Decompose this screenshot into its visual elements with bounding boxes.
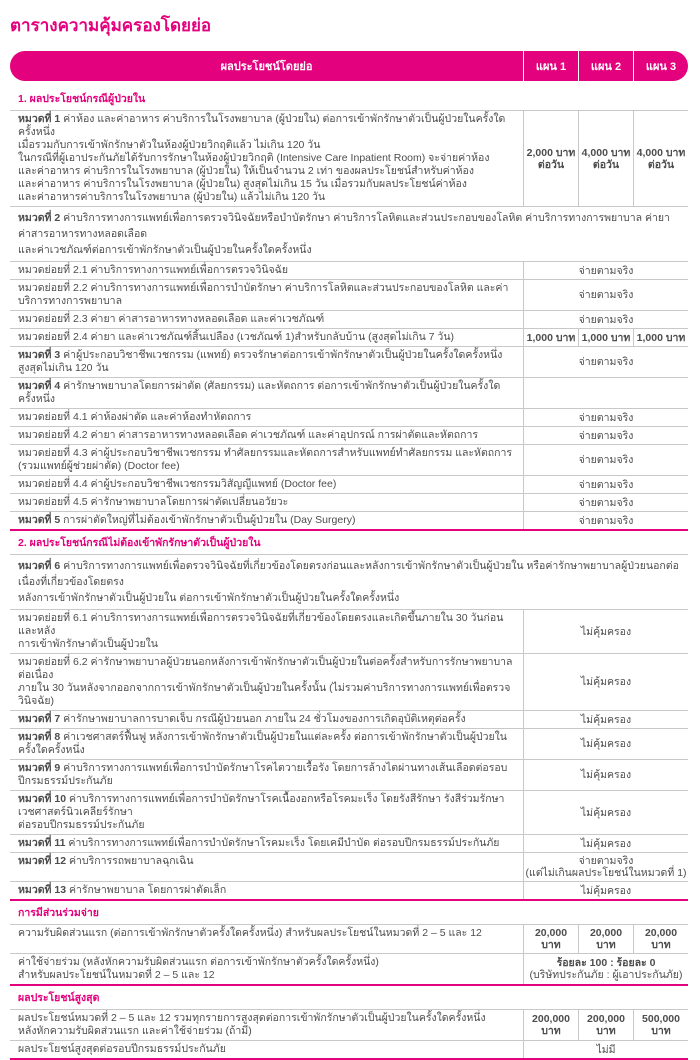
benefit-text-line: หมวดที่ 13 ค่ารักษาพยาบาล โดยการผ่าตัดเล็ก bbox=[18, 884, 227, 896]
benefit-text-line: หลังหักความรับผิดส่วนแรก และค่าใช้จ่ายร่วม (ถ้ามี) bbox=[18, 1025, 252, 1037]
benefit-row-fullwidth bbox=[10, 207, 688, 262]
benefit-number: หมวดที่ 7 bbox=[18, 713, 64, 725]
benefit-row bbox=[10, 311, 688, 329]
benefit-text-line: และค่าอาหารค่าบริการในโรงพยาบาล (ผู้ป่วยใน) แล้วไม่เกิน 120 วัน bbox=[18, 191, 326, 203]
value-line: จ่ายตามจริง bbox=[578, 356, 634, 368]
value-line: ต่อวัน bbox=[647, 158, 675, 171]
benefit-row bbox=[10, 791, 688, 835]
benefit-row bbox=[10, 882, 688, 899]
value-line: ต่อวัน bbox=[592, 158, 620, 171]
value-line: ไม่คุ้มครอง bbox=[580, 806, 632, 819]
plan2-column-header: แผน 2 bbox=[578, 51, 633, 81]
benefit-row bbox=[10, 1010, 688, 1041]
coverage-table bbox=[10, 87, 688, 1060]
plan2-value bbox=[578, 925, 633, 953]
benefit-row bbox=[10, 954, 688, 984]
benefit-row-fullwidth bbox=[10, 555, 688, 610]
benefit-text-line: หมวดที่ 2 ค่าบริการทางการแพทย์เพื่อการตรวจวินิจฉัยหรือบำบัดรักษา ค่าบริการโลหิตและส่วนประกอบของโลหิต ค่าบริการทางการพยาบาล ค่ายา ค่าสารอาหารทางหลอดเลือด bbox=[18, 212, 670, 240]
value-line: ไม่คุ้มครอง bbox=[580, 713, 632, 726]
plan1-value bbox=[523, 1010, 578, 1040]
section-header: ผลประโยชน์สูงสุด bbox=[10, 984, 688, 1010]
benefit-row bbox=[10, 1041, 688, 1060]
plan3-value bbox=[633, 1010, 688, 1040]
benefit-label bbox=[10, 329, 523, 346]
value-line: จ่ายตามจริง bbox=[578, 855, 634, 867]
value-line: ไม่คุ้มครอง bbox=[580, 837, 632, 850]
plan3-column-header: แผน 3 bbox=[633, 51, 688, 81]
plan1-value bbox=[523, 111, 578, 206]
benefit-number: หมวดที่ 11 bbox=[18, 837, 69, 849]
value-line: ไม่คุ้มครอง bbox=[580, 769, 632, 781]
benefit-value-merged bbox=[523, 378, 688, 408]
value-line: ไม่คุ้มครอง bbox=[580, 625, 632, 638]
value-line: 200,000 บาท bbox=[532, 1013, 570, 1037]
benefit-text-line: หมวดย่อยที่ 4.2 ค่ายา ค่าสารอาหารทางหลอดเลือด ค่าเวชภัณฑ์ และค่าอุปกรณ์ การผ่าตัดและหัตถการ bbox=[18, 429, 479, 441]
benefit-label bbox=[10, 111, 523, 206]
benefit-label bbox=[10, 409, 523, 426]
value-line: 500,000 บาท bbox=[642, 1013, 680, 1037]
benefit-label bbox=[10, 476, 523, 493]
benefit-text-line: หมวดที่ 10 ค่าบริการทางการแพทย์เพื่อการบำบัดรักษาโรคเนื้องอกหรือโรคมะเร็ง โดยรังสีรักษา รังสีร่วมรักษาเวชศาสตร์นิวเคลียร์รักษา bbox=[18, 793, 505, 818]
benefit-number: หมวดที่ 9 bbox=[18, 762, 64, 774]
benefit-label bbox=[10, 711, 523, 728]
benefit-label bbox=[10, 654, 523, 710]
benefit-text-line: หมวดที่ 6 ค่าบริการทางการแพทย์เพื่อตรวจวินิจฉัยที่เกี่ยวข้องโดยตรงก่อนและหลังการเข้าพักรักษาตัวเป็นผู้ป่วยใน หรือค่ารักษาพยาบาลผู้ป่วยนอกต่อเนื่องที่เกี่ยวข้องโดยตรง bbox=[18, 560, 679, 588]
benefit-row bbox=[10, 610, 688, 654]
value-line: ไม่คุ้มครอง bbox=[580, 676, 632, 688]
benefit-text-line: ภายใน 30 วันหลังจากออกจากการเข้าพักรักษาตัวเป็นผู้ป่วยในครั้งนั้น (ไม่รวมค่าบริการทางการแพทย์เพื่อตรวจวินิจฉัย) bbox=[18, 682, 511, 707]
benefit-text-line: หมวดย่อยที่ 2.4 ค่ายา และค่าเวชภัณฑ์สิ้นเปลือง (เวชภัณฑ์ 1)สำหรับกลับบ้าน (สูงสุดไม่เกิน 7 วัน) bbox=[18, 331, 454, 343]
benefit-label bbox=[10, 1010, 523, 1040]
benefit-label bbox=[10, 760, 523, 790]
benefit-value-merged bbox=[523, 427, 688, 444]
value-line: 1,000 บาท bbox=[581, 331, 631, 344]
benefit-label bbox=[10, 882, 523, 899]
benefit-row bbox=[10, 925, 688, 954]
value-line: 1,000 บาท bbox=[526, 331, 576, 344]
plan2-value bbox=[578, 111, 633, 206]
benefit-row bbox=[10, 711, 688, 729]
benefit-text-line: และค่าเวชภัณฑ์ต่อการเข้าพักรักษาตัวเป็นผู้ป่วยในครั้งใดครั้งหนึ่ง bbox=[18, 244, 312, 256]
benefit-text-line: ผลประโยชน์สูงสุดต่อรอบปีกรมธรรม์ประกันภัย bbox=[18, 1043, 226, 1055]
value-line: จ่ายตามจริง bbox=[578, 264, 634, 277]
benefit-value-merged bbox=[523, 729, 688, 759]
benefit-text-line: หมวดที่ 3 ค่าผู้ประกอบวิชาชีพเวชกรรม (แพทย์) ตรวจรักษาต่อการเข้าพักรักษาตัวเป็นผู้ป่วยในครั้งใดครั้งหนึ่ง สูงสุดไม่เกิน 120 วัน bbox=[18, 349, 503, 374]
benefit-text-line: (รวมแพทย์ผู้ช่วยผ่าตัด) (Doctor fee) bbox=[18, 460, 180, 472]
benefit-text-line: และค่าอาหาร ค่าบริการในโรงพยาบาล (ผู้ป่วยใน) สูงสุดไม่เกิน 15 วัน เมื่อรวมกับผลประโยชน์ค่าห้อง bbox=[18, 178, 467, 190]
table-header-bar bbox=[10, 51, 688, 81]
value-line: จ่ายตามจริง bbox=[578, 429, 634, 442]
value-line: 20,000 บาท bbox=[589, 927, 623, 951]
benefit-row bbox=[10, 853, 688, 882]
benefit-text-line: เมื่อรวมกับการเข้าพักรักษาตัวในห้องผู้ป่วยวิกฤติแล้ว ไม่เกิน 120 วัน bbox=[18, 139, 321, 151]
benefit-label bbox=[10, 954, 523, 984]
benefit-label bbox=[10, 262, 523, 279]
benefit-value-merged bbox=[523, 445, 688, 475]
benefit-text-line: ความรับผิดส่วนแรก (ต่อการเข้าพักรักษาตัวครั้งใดครั้งหนึ่ง) สำหรับผลประโยชน์ในหมวดที่ 2 – 5 และ 12 bbox=[18, 927, 482, 939]
value-line: ไม่คุ้มครอง bbox=[580, 884, 632, 897]
benefit-text-line: และค่าอาหาร ค่าบริการในโรงพยาบาล (ผู้ป่วยใน) ให้เป็นจำนวน 2 เท่า ของผลประโยชน์สำหรับค่าห้อง bbox=[18, 165, 474, 177]
benefit-label bbox=[10, 427, 523, 444]
benefit-label bbox=[10, 494, 523, 511]
benefit-number: หมวดที่ 13 bbox=[18, 884, 69, 896]
benefit-row bbox=[10, 476, 688, 494]
benefit-row bbox=[10, 760, 688, 791]
value-line: 4,000 บาท bbox=[636, 146, 686, 159]
benefit-text-line: สำหรับผลประโยชน์ในหมวดที่ 2 – 5 และ 12 bbox=[18, 969, 215, 981]
value-line: (บริษัทประกันภัย : ผู้เอาประกันภัย) bbox=[529, 969, 683, 981]
benefit-value-merged bbox=[523, 494, 688, 511]
benefit-row bbox=[10, 729, 688, 760]
benefit-number: หมวดที่ 4 bbox=[18, 380, 64, 392]
section-header: 1. ผลประโยชน์กรณีผู้ป่วยใน bbox=[10, 87, 688, 111]
page-title: ตารางความคุ้มครองโดยย่อ bbox=[10, 16, 212, 35]
benefit-column-header: ผลประโยชน์โดยย่อ bbox=[220, 61, 313, 73]
benefit-row bbox=[10, 427, 688, 445]
benefit-row bbox=[10, 835, 688, 853]
benefit-row bbox=[10, 378, 688, 409]
plan1-column-header: แผน 1 bbox=[523, 51, 578, 81]
benefit-row bbox=[10, 409, 688, 427]
benefit-text-line: ผลประโยชน์หมวดที่ 2 – 5 และ 12 รวมทุกรายการสูงสุดต่อการเข้าพักรักษาตัวเป็นผู้ป่วยในครั้งใดครั้งหนึ่ง bbox=[18, 1012, 486, 1024]
value-line: ร้อยละ 100 : ร้อยละ 0 bbox=[556, 957, 656, 969]
benefit-number: หมวดที่ 1 bbox=[18, 113, 64, 125]
benefit-number: หมวดที่ 5 bbox=[18, 514, 64, 526]
benefit-row bbox=[10, 280, 688, 311]
plan3-value bbox=[633, 925, 688, 953]
plan1-value bbox=[523, 329, 578, 346]
benefit-text-line: หมวดย่อยที่ 6.1 ค่าบริการทางการแพทย์เพื่อการตรวจวินิจฉัยที่เกี่ยวข้องโดยตรงและเกิดขึ้นภายใน 30 วันก่อนและหลัง bbox=[18, 612, 504, 637]
benefit-text-line: หมวดที่ 11 ค่าบริการทางการแพทย์เพื่อการบำบัดรักษาโรคมะเร็ง โดยเคมีบำบัด ต่อรอบปีกรมธรรม์ประกันภัย bbox=[18, 837, 500, 849]
benefit-label bbox=[10, 280, 523, 310]
benefit-row bbox=[10, 445, 688, 476]
benefit-row bbox=[10, 347, 688, 378]
benefit-label bbox=[10, 835, 523, 852]
benefit-label bbox=[10, 610, 523, 653]
plan3-value bbox=[633, 111, 688, 206]
plan3-value bbox=[633, 329, 688, 346]
value-line: จ่ายตามจริง bbox=[578, 313, 634, 326]
benefit-value-merged bbox=[523, 654, 688, 710]
benefit-value-merged bbox=[523, 711, 688, 728]
benefit-number: หมวดที่ 12 bbox=[18, 855, 69, 867]
benefit-text-line: ค่าใช้จ่ายร่วม (หลังหักความรับผิดส่วนแรก ต่อการเข้าพักรักษาตัวครั้งใดครั้งหนึ่ง) bbox=[18, 956, 379, 968]
value-line: ไม่คุ้มครอง bbox=[580, 738, 632, 750]
benefit-value-merged bbox=[523, 760, 688, 790]
benefit-row bbox=[10, 654, 688, 711]
benefit-text-line: ต่อรอบปีกรมธรรม์ประกันภัย bbox=[18, 819, 145, 831]
benefit-text-line: หมวดย่อยที่ 2.3 ค่ายา ค่าสารอาหารทางหลอดเลือด และค่าเวชภัณฑ์ bbox=[18, 313, 325, 325]
benefit-row bbox=[10, 111, 688, 207]
benefit-text-line: หมวดย่อยที่ 4.1 ค่าห้องผ่าตัด และค่าห้องทำหัตถการ bbox=[18, 411, 252, 423]
benefit-value-merged bbox=[523, 347, 688, 377]
benefit-text-line: หมวดที่ 4 ค่ารักษาพยาบาลโดยการผ่าตัด (ศัลยกรรม) และหัตถการ ต่อการเข้าพักรักษาตัวเป็นผู้ป่วยในครั้งใดครั้งหนึ่ง bbox=[18, 380, 501, 405]
section-header: 2. ผลประโยชน์กรณีไม่ต้องเข้าพักรักษาตัวเป็นผู้ป่วยใน bbox=[10, 529, 688, 555]
value-line: ต่อวัน bbox=[537, 158, 565, 171]
benefit-label bbox=[10, 378, 523, 408]
benefit-value-merged bbox=[523, 409, 688, 426]
benefit-text-line: หมวดที่ 5 การผ่าตัดใหญ่ที่ไม่ต้องเข้าพักรักษาตัวเป็นผู้ป่วยใน (Day Surgery) bbox=[18, 514, 356, 526]
benefit-value-merged bbox=[523, 835, 688, 852]
benefit-text-line: หมวดที่ 8 ค่าเวชศาสตร์ฟื้นฟู หลังการเข้าพักรักษาตัวเป็นผู้ป่วยในแต่ละครั้ง ต่อการเข้าพักรักษาตัวเป็นผู้ป่วยในครั้งใดครั้งหนึ่ง bbox=[18, 731, 507, 756]
benefit-label bbox=[10, 853, 523, 881]
benefit-value-merged bbox=[523, 1041, 688, 1058]
benefit-text-line: หมวดย่อยที่ 4.5 ค่ารักษาพยาบาลโดยการผ่าตัดเปลี่ยนอวัยวะ bbox=[18, 496, 289, 508]
benefit-value-merged bbox=[523, 610, 688, 653]
value-line: 4,000 บาท bbox=[581, 146, 631, 159]
value-line: 20,000 บาท bbox=[644, 927, 678, 951]
benefit-text-line: หมวดที่ 9 ค่าบริการทางการแพทย์เพื่อการบำบัดรักษาโรคไตวายเรื้อรัง โดยการล้างไตผ่านทางเส้นเลือดต่อรอบปีกรมธรรม์ประกันภัย bbox=[18, 762, 508, 787]
plan1-value bbox=[523, 925, 578, 953]
value-line: จ่ายตามจริง bbox=[578, 496, 634, 509]
benefit-row bbox=[10, 329, 688, 347]
section-header: การมีส่วนร่วมจ่าย bbox=[10, 899, 688, 925]
benefit-label bbox=[10, 1041, 523, 1058]
value-line: 20,000 บาท bbox=[534, 927, 568, 951]
benefit-label bbox=[10, 311, 523, 328]
value-line: 1,000 บาท bbox=[636, 331, 686, 344]
value-line: จ่ายตามจริง bbox=[578, 411, 634, 424]
benefit-value-merged bbox=[523, 280, 688, 310]
benefit-text-line: การเข้าพักรักษาตัวเป็นผู้ป่วยใน bbox=[18, 638, 158, 650]
benefit-label bbox=[10, 729, 523, 759]
benefit-value-merged bbox=[523, 262, 688, 279]
benefit-value-merged bbox=[523, 791, 688, 834]
benefit-number: หมวดที่ 2 bbox=[18, 212, 64, 224]
benefit-text-line: หมวดย่อยที่ 2.1 ค่าบริการทางการแพทย์เพื่อการตรวจวินิจฉัย bbox=[18, 264, 288, 276]
benefit-text-line: หลังการเข้าพักรักษาตัวเป็นผู้ป่วยใน ต่อการเข้าพักรักษาตัวเป็นผู้ป่วยในครั้งใดครั้งหนึ่ง bbox=[18, 592, 400, 604]
benefit-number: หมวดที่ 6 bbox=[18, 560, 64, 572]
value-line: จ่ายตามจริง bbox=[578, 454, 634, 466]
benefit-row bbox=[10, 262, 688, 280]
benefit-value-merged bbox=[523, 311, 688, 328]
benefit-number: หมวดที่ 3 bbox=[18, 349, 64, 361]
benefit-text-line: หมวดที่ 1 ค่าห้อง และค่าอาหาร ค่าบริการในโรงพยาบาล (ผู้ป่วยใน) ต่อการเข้าพักรักษาตัวเป็นผู้ป่วยในครั้งใดครั้งหนึ่ง bbox=[18, 113, 506, 138]
benefit-value-merged bbox=[523, 476, 688, 493]
plan2-value bbox=[578, 329, 633, 346]
benefit-text-line: หมวดย่อยที่ 4.4 ค่าผู้ประกอบวิชาชีพเวชกรรมวิสัญญีแพทย์ (Doctor fee) bbox=[18, 478, 337, 490]
value-line: 2,000 บาท bbox=[526, 146, 576, 159]
benefit-text-line: หมวดที่ 12 ค่าบริการรถพยาบาลฉุกเฉิน bbox=[18, 855, 194, 867]
benefit-value-merged bbox=[523, 882, 688, 899]
benefit-text-line: หมวดย่อยที่ 4.3 ค่าผู้ประกอบวิชาชีพเวชกรรม ทำศัลยกรรมและหัตถการสำหรับแพทย์ทำศัลยกรรม และหัตถการ bbox=[18, 447, 513, 459]
benefit-row bbox=[10, 512, 688, 529]
benefit-number: หมวดที่ 10 bbox=[18, 793, 69, 805]
value-line: (แต่ไม่เกินผลประโยชน์ในหมวดที่ 1) bbox=[525, 867, 687, 879]
value-line: 200,000 บาท bbox=[587, 1013, 625, 1037]
benefit-row bbox=[10, 494, 688, 512]
benefit-label bbox=[10, 791, 523, 834]
benefit-label bbox=[10, 925, 523, 953]
benefit-text-line: หมวดที่ 7 ค่ารักษาพยาบาลการบาดเจ็บ กรณีผู้ป่วยนอก ภายใน 24 ชั่วโมงของการเกิดอุบัติเหตุต่อครั้ง bbox=[18, 713, 466, 725]
benefit-label bbox=[10, 347, 523, 377]
value-line: ไม่มี bbox=[596, 1043, 616, 1056]
value-line: จ่ายตามจริง bbox=[578, 289, 634, 301]
benefit-value-merged bbox=[523, 853, 688, 881]
plan2-value bbox=[578, 1010, 633, 1040]
value-line: จ่ายตามจริง bbox=[578, 514, 634, 527]
benefit-text-line: ในกรณีที่ผู้เอาประกันภัยได้รับการรักษาในห้องผู้ป่วยวิกฤติ (Intensive Care Inpatient Room) จะจ่ายค่าห้อง bbox=[18, 152, 490, 164]
benefit-text-line: หมวดย่อยที่ 2.2 ค่าบริการทางการแพทย์เพื่อการบำบัดรักษา ค่าบริการโลหิตและส่วนประกอบของโลหิต และค่าบริการทางการพยาบาล bbox=[18, 282, 509, 307]
benefit-value-merged bbox=[523, 954, 688, 984]
benefit-label bbox=[10, 445, 523, 475]
benefit-number: หมวดที่ 8 bbox=[18, 731, 64, 743]
benefit-value-merged bbox=[523, 512, 688, 529]
benefit-text-line: หมวดย่อยที่ 6.2 ค่ารักษาพยาบาลผู้ป่วยนอกหลังการเข้าพักรักษาตัวเป็นผู้ป่วยในต่อครั้งสำหรับการรักษาพยาบาลต่อเนื่อง bbox=[18, 656, 513, 681]
value-line: จ่ายตามจริง bbox=[578, 478, 634, 491]
benefit-label bbox=[10, 512, 523, 529]
